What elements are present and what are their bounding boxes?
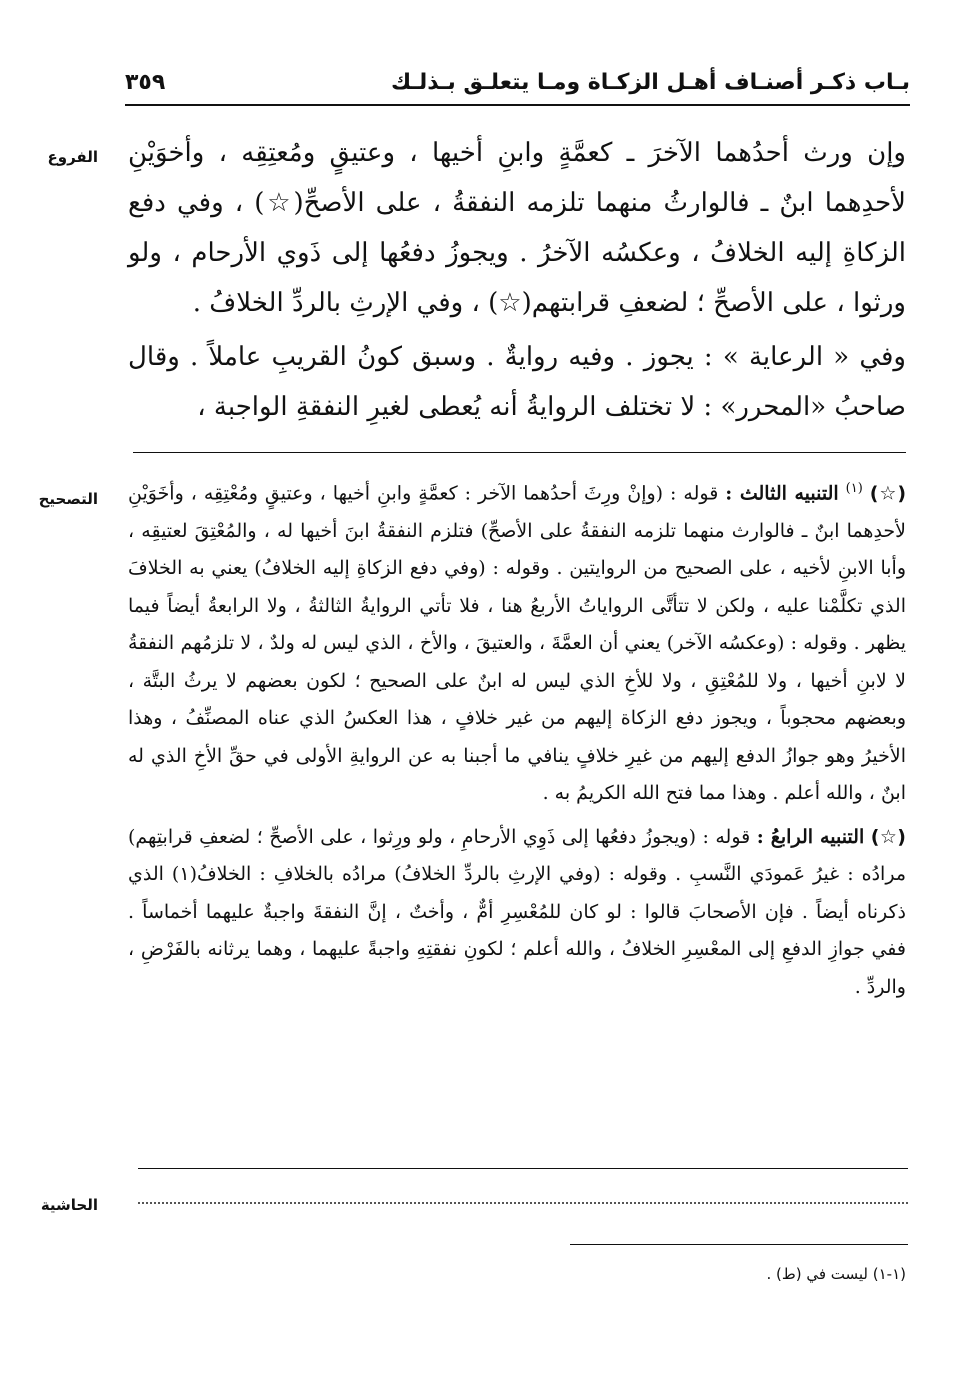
footnote-ref: (١) bbox=[845, 481, 863, 496]
page-header bbox=[125, 68, 910, 108]
notes-divider bbox=[138, 1168, 908, 1169]
margin-label-tashih: التصحيح bbox=[38, 490, 98, 508]
main-paragraph-1: وإن ورث أحدُهما الآخرَ ـ كعمَّةٍ وابنِ أخيها ، وعتيقٍ ومُعتِقِه ، وأخوَيْنِ لأحدِهما ابنٌ ـ فالوارثُ منهما تلزمه النفقةُ ، على الأصحِّ(☆) ، وفي دفع الزكاةِ إليه الخلافُ ، وعكسُه الآخرُ . ويجوزُ دفعُها إلى ذَوي الأرحام ، ولو ورثوا ، على الأصحِّ ؛ لضعفِ قرابتهم(☆) ، وفي الإرثِ بالردِّ الخلافُ . bbox=[128, 138, 906, 318]
footnote-divider bbox=[570, 1244, 908, 1245]
header-rule bbox=[125, 104, 910, 106]
note-marker: (☆) bbox=[869, 482, 907, 505]
main-paragraph-2: وفي « الرعاية » : يجوز . وفيه روايةٌ . وسبق كونُ القريبِ عاملاً . وقال صاحبُ «المحرر» : لا تختلف الروايةُ أنه يُعطى لغيرِ النفقةِ الواجبة ، bbox=[128, 342, 906, 422]
note-fourth-body: قوله : (ويجوزُ دفعُها إلى ذَوِي الأرحامِ ، ولو ورِثوا ، على الأصحِّ ؛ لضعفِ قرابتِهم) مرادُه : غيرُ عَمودَي النَّسبِ . وقوله : (وفي الإرثِ بالردِّ الخلافُ) مرادُه بالخلافِ : الخلافُ(١) الذي ذكرناه أيضاً . فإن الأصحابَ قالوا : لو كان للمُعْسِرِ أمٌّ ، وأختٌ ، إنَّ النفقةَ واجبةٌ عليهما أخماساً . ففي جوازِ الدفعِ إلى المعْسِرِ الخلافُ ، والله أعلم ؛ لكونِ نفقتِهِ واجبةً عليهما ، وهما يرثانه بالفَرْضِ ، والردِّ . bbox=[128, 825, 906, 998]
tashih-notes bbox=[128, 470, 906, 1012]
note-third bbox=[128, 470, 906, 813]
margin-label-furu: الفروع bbox=[47, 148, 98, 166]
hashiya-dotted-line bbox=[138, 1202, 908, 1204]
note-third-heading: التنبيه الثالث : bbox=[725, 482, 839, 505]
chapter-title: بـاب ذكـر أصنـاف أهـل الزكـاة ومـا يتعلـق بـذلـك bbox=[391, 70, 910, 95]
section-divider bbox=[133, 452, 906, 453]
main-text bbox=[128, 128, 906, 436]
footnote: (١-١) ليست في (ط) . bbox=[766, 1265, 906, 1283]
page-number: ٣٥٩ bbox=[125, 70, 166, 95]
note-fourth bbox=[128, 819, 906, 1007]
note-marker: (☆) bbox=[870, 825, 906, 848]
margin-label-hashiya: الحاشية bbox=[40, 1196, 98, 1214]
note-third-body: قوله : (وإنْ ورِثَ أحدُهما الآخر : كعمَّةٍ وابنِ أخيها ، وعتيقٍ ومُعْتِقِه ، وأخَوَيْنِ لأحدِهما ابنٌ ـ فالوارث منهما تلزمه النفقةُ على الأصحِّ) فتلزم النفقةُ ابنَ أخيها له ، والمُعْتِقَ لعتيقِه ، وأبا الابنِ لأخيه ، على الصحيح من الروايتين . وقوله : (وفي دفع الزكاةِ إليه الخلافُ) يعني به الخلافَ الذي تكلَّمْنا عليه ، ولكن لا تتأتَّى الرواياتُ الأربعُ هنا ، فلا تأتي الروايةُ الثالثةُ ، ولا الرابعةُ أيضاً فيما يظهر . وقوله : (وعكسُه الآخر) يعني أن العمَّةَ ، والعتيقَ ، والأخ ، الذي ليس له ولدٌ ، لا تلزمُهم النفقةُ لا لابنِ أخيها ، ولا للمُعْتِقِ ، ولا للأخِ الذي ليس له ابنٌ على الصحيح ؛ لكون بعضهم لا يرثُ البتَّة ، وبعضهم محجوباً ، ويجوز دفع الزكاة إليهم من غير خلافٍ ، هذا العكسُ الذي عناه المصنِّفُ ، وهذا الأخيرُ وهو جوازُ الدفع إليهم من غيرِ خلافٍ ينافي ما أجبنا به عن الروايةِ الأولى في حقِّ الأخِ الذي له ابنٌ ، والله أعلم . وهذا مما فتح الله الكريمُ به . bbox=[128, 482, 907, 805]
note-fourth-heading: التنبيه الرابعُ : bbox=[756, 825, 865, 848]
